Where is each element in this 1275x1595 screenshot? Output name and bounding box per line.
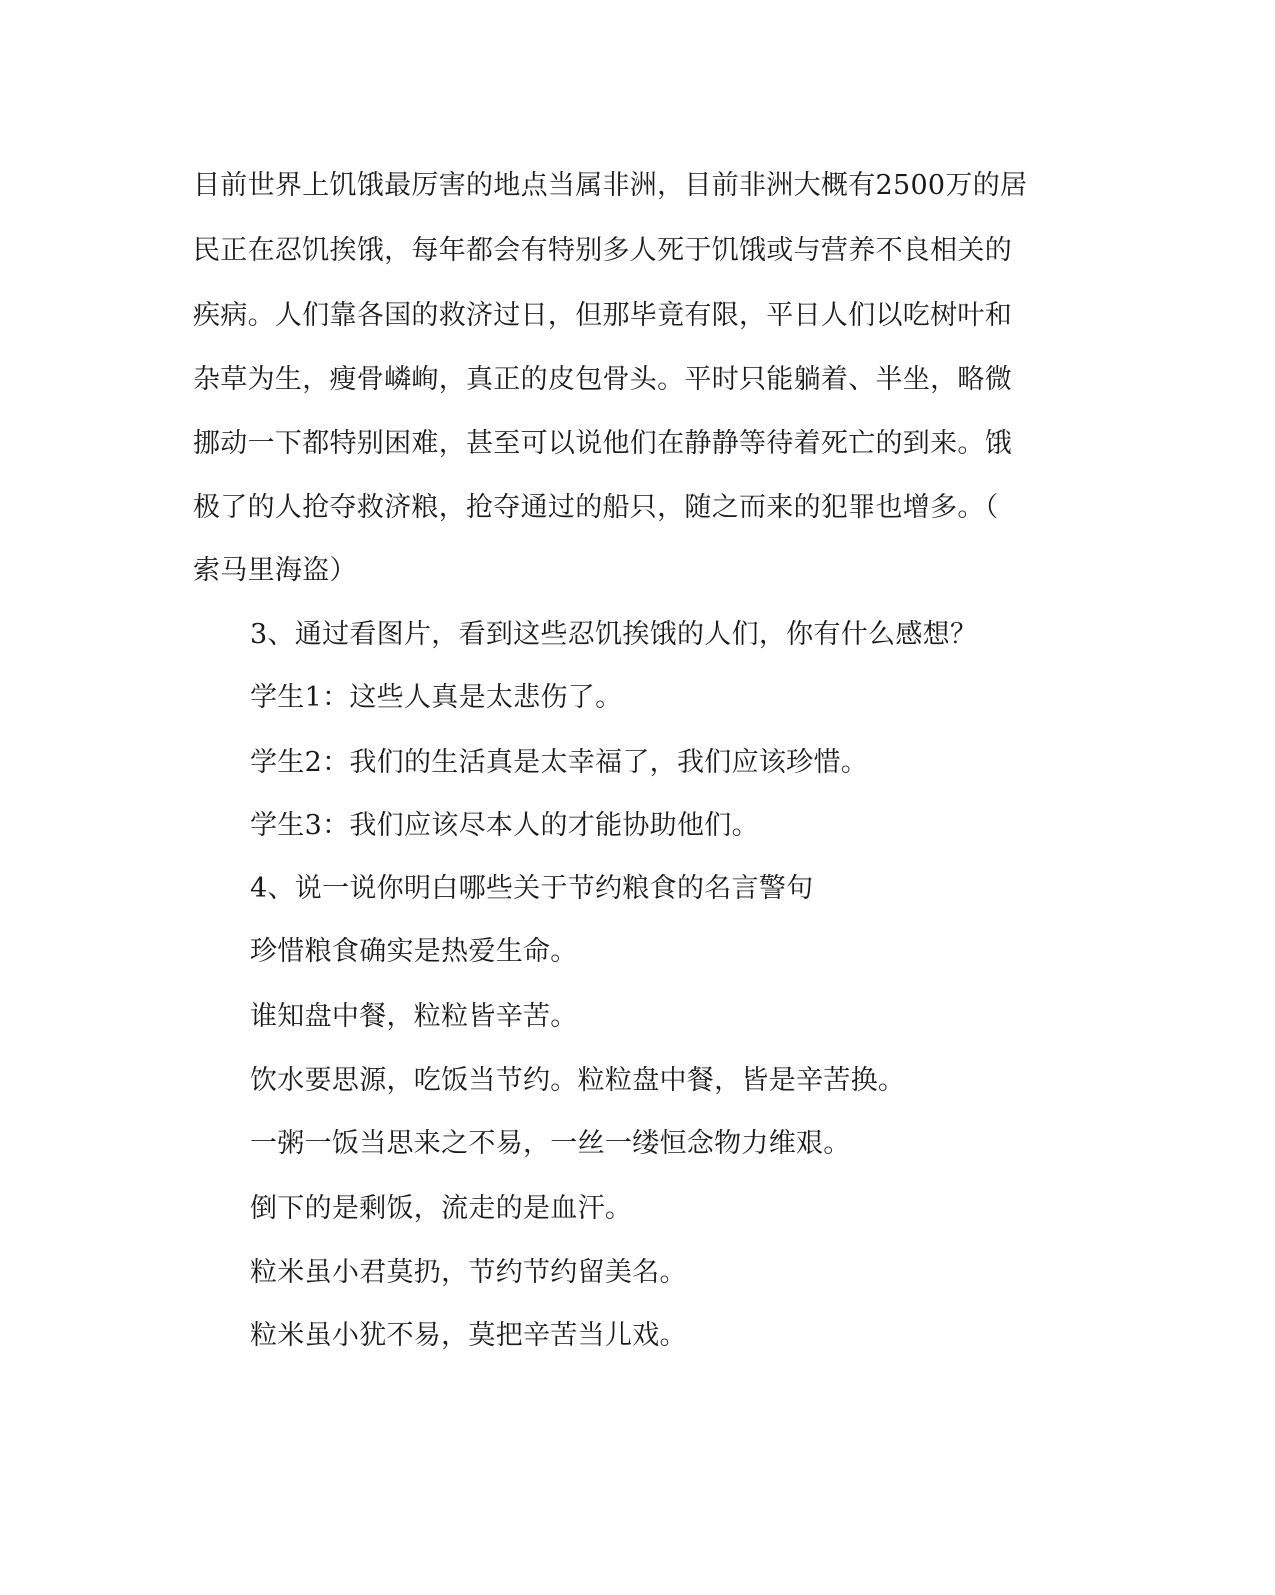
quote-item: 谁知盘中餐，粒粒皆辛苦。 — [250, 1001, 578, 1032]
paragraph-line: 杂草为生，瘦骨嶙峋，真正的皮包骨头。平时只能躺着、半坐，略微 — [193, 364, 1012, 395]
paragraph-line: 索马里海盗） — [193, 555, 357, 586]
paragraph-line: 疾病。人们靠各国的救济过日，但那毕竟有限，平日人们以吃树叶和 — [193, 300, 1012, 331]
question-4: 4、说一说你明白哪些关于节约粮食的名言警句 — [250, 873, 814, 904]
student-response: 学生3：我们应该尽本人的才能协助他们。 — [250, 810, 759, 841]
quote-item: 饮水要思源，吃饭当节约。粒粒盘中餐，皆是辛苦换。 — [250, 1065, 906, 1096]
quote-item: 一粥一饭当思来之不易，一丝一缕恒念物力维艰。 — [250, 1128, 851, 1159]
paragraph-line: 极了的人抢夺救济粮，抢夺通过的船只，随之而来的犯罪也增多。（ — [193, 492, 999, 523]
quote-item: 粒米虽小犹不易，莫把辛苦当儿戏。 — [250, 1320, 687, 1351]
question-3: 3、通过看图片，看到这些忍饥挨饿的人们，你有什么感想？ — [250, 619, 978, 650]
student-response: 学生1：这些人真是太悲伤了。 — [250, 682, 623, 713]
quote-item: 倒下的是剩饭，流走的是血汗。 — [250, 1193, 633, 1224]
paragraph-line: 目前世界上饥饿最厉害的地点当属非洲，目前非洲大概有2500万的居 — [193, 170, 1028, 201]
paragraph-line: 民正在忍饥挨饿，每年都会有特别多人死于饥饿或与营养不良相关的 — [193, 235, 1012, 266]
quote-item: 珍惜粮食确实是热爱生命。 — [250, 936, 578, 967]
quote-item: 粒米虽小君莫扔，节约节约留美名。 — [250, 1257, 687, 1288]
paragraph-line: 挪动一下都特别困难，甚至可以说他们在静静等待着死亡的到来。饿 — [193, 428, 1012, 459]
student-response: 学生2：我们的生活真是太幸福了，我们应该珍惜。 — [250, 747, 869, 778]
